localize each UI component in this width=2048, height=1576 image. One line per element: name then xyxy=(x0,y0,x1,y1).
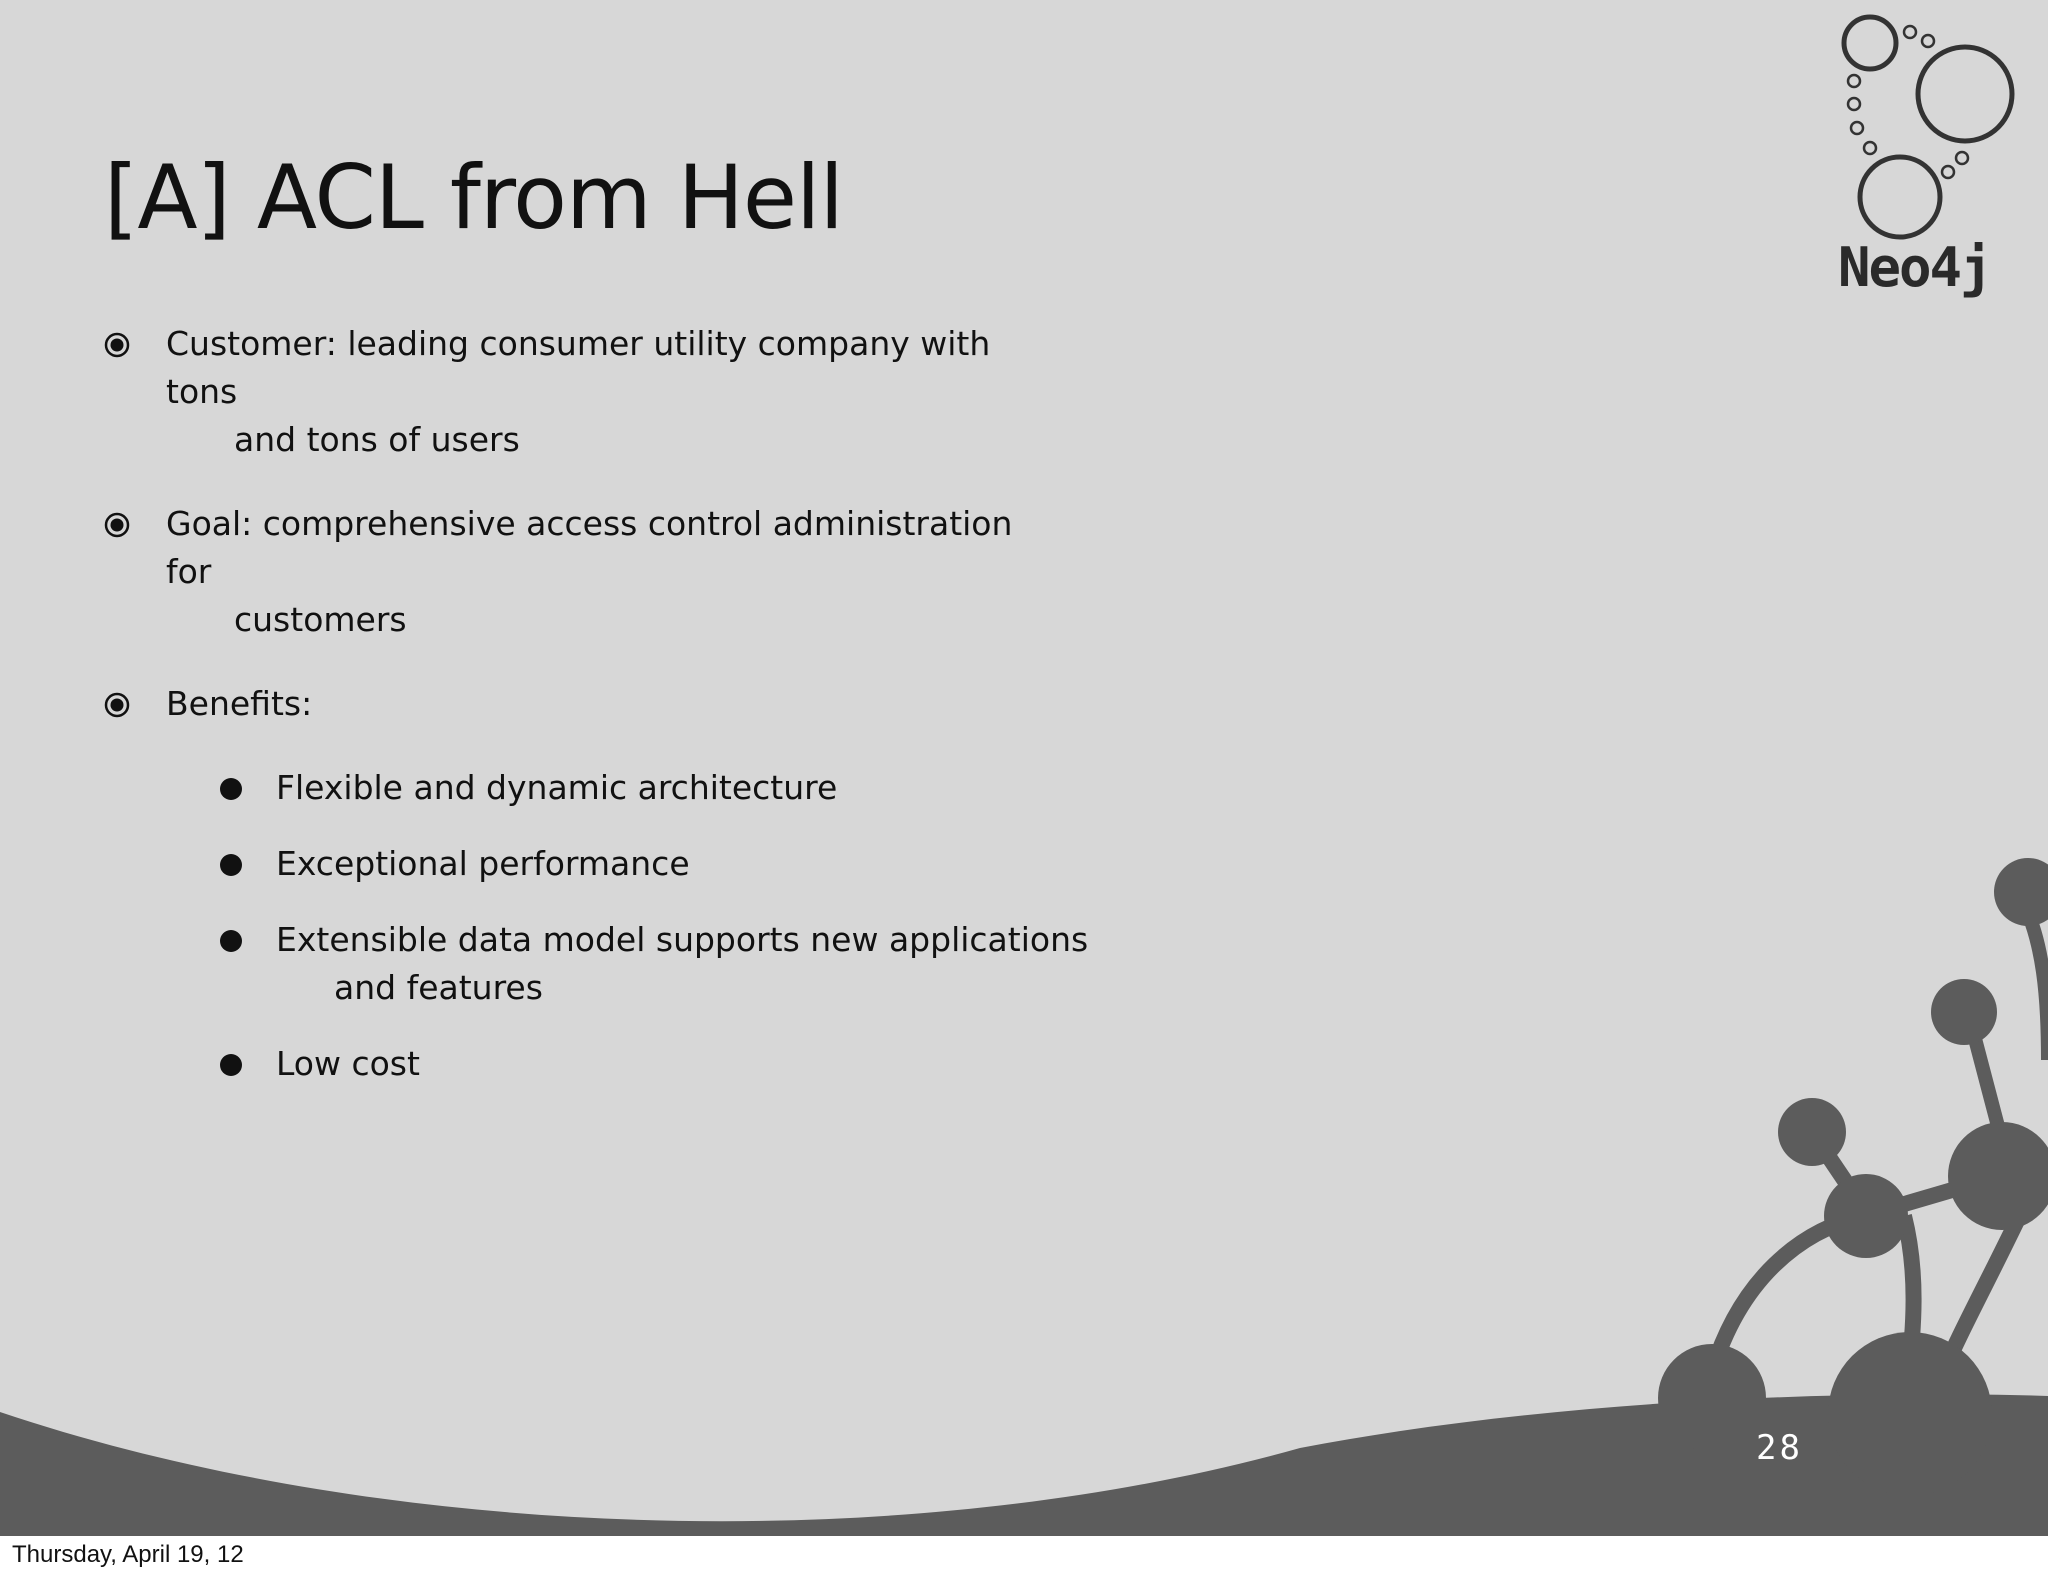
bullet-list xyxy=(104,320,1104,1116)
target-bullet-icon xyxy=(104,692,130,718)
sub-bullet-item xyxy=(220,840,1096,888)
slide-title: [A] ACL from Hell xyxy=(104,146,843,249)
sub-bullet-item xyxy=(220,1040,1096,1088)
footer-date: Thursday, April 19, 12 xyxy=(12,1541,244,1568)
dot-bullet-icon xyxy=(220,854,242,876)
sub-bullet-text: Exceptional performance xyxy=(276,844,690,883)
sub-bullet-list xyxy=(104,764,1104,1088)
target-bullet-icon xyxy=(104,512,130,538)
bullet-text: Benefits: xyxy=(166,684,313,723)
bullet-text: Customer: leading consumer utility company with tons xyxy=(166,324,991,411)
bullet-item-goal xyxy=(104,500,1046,644)
dot-bullet-icon xyxy=(220,778,242,800)
molecule-graph-icon xyxy=(1658,858,2048,1496)
bullet-text: Goal: comprehensive access control administration for xyxy=(166,504,1013,591)
sub-bullet-text: Low cost xyxy=(276,1044,420,1083)
sub-bullet-text: Extensible data model supports new applications xyxy=(276,920,1089,959)
target-bullet-icon xyxy=(104,332,130,358)
dot-bullet-icon xyxy=(220,930,242,952)
bullet-text-continued: customers xyxy=(234,600,407,639)
sub-bullet-item xyxy=(220,764,1096,812)
slide-number: 28 xyxy=(1756,1428,1803,1468)
bullet-text-continued: and tons of users xyxy=(234,420,520,459)
sub-bullet-text: Flexible and dynamic architecture xyxy=(276,768,838,807)
sub-bullet-text-continued: and features xyxy=(334,968,543,1007)
dot-bullet-icon xyxy=(220,1054,242,1076)
sub-bullet-item xyxy=(220,916,1096,1012)
bullet-item-customer xyxy=(104,320,1046,464)
bullet-item-benefits xyxy=(104,680,1046,728)
logo-text: Neo4j xyxy=(1838,236,1991,299)
